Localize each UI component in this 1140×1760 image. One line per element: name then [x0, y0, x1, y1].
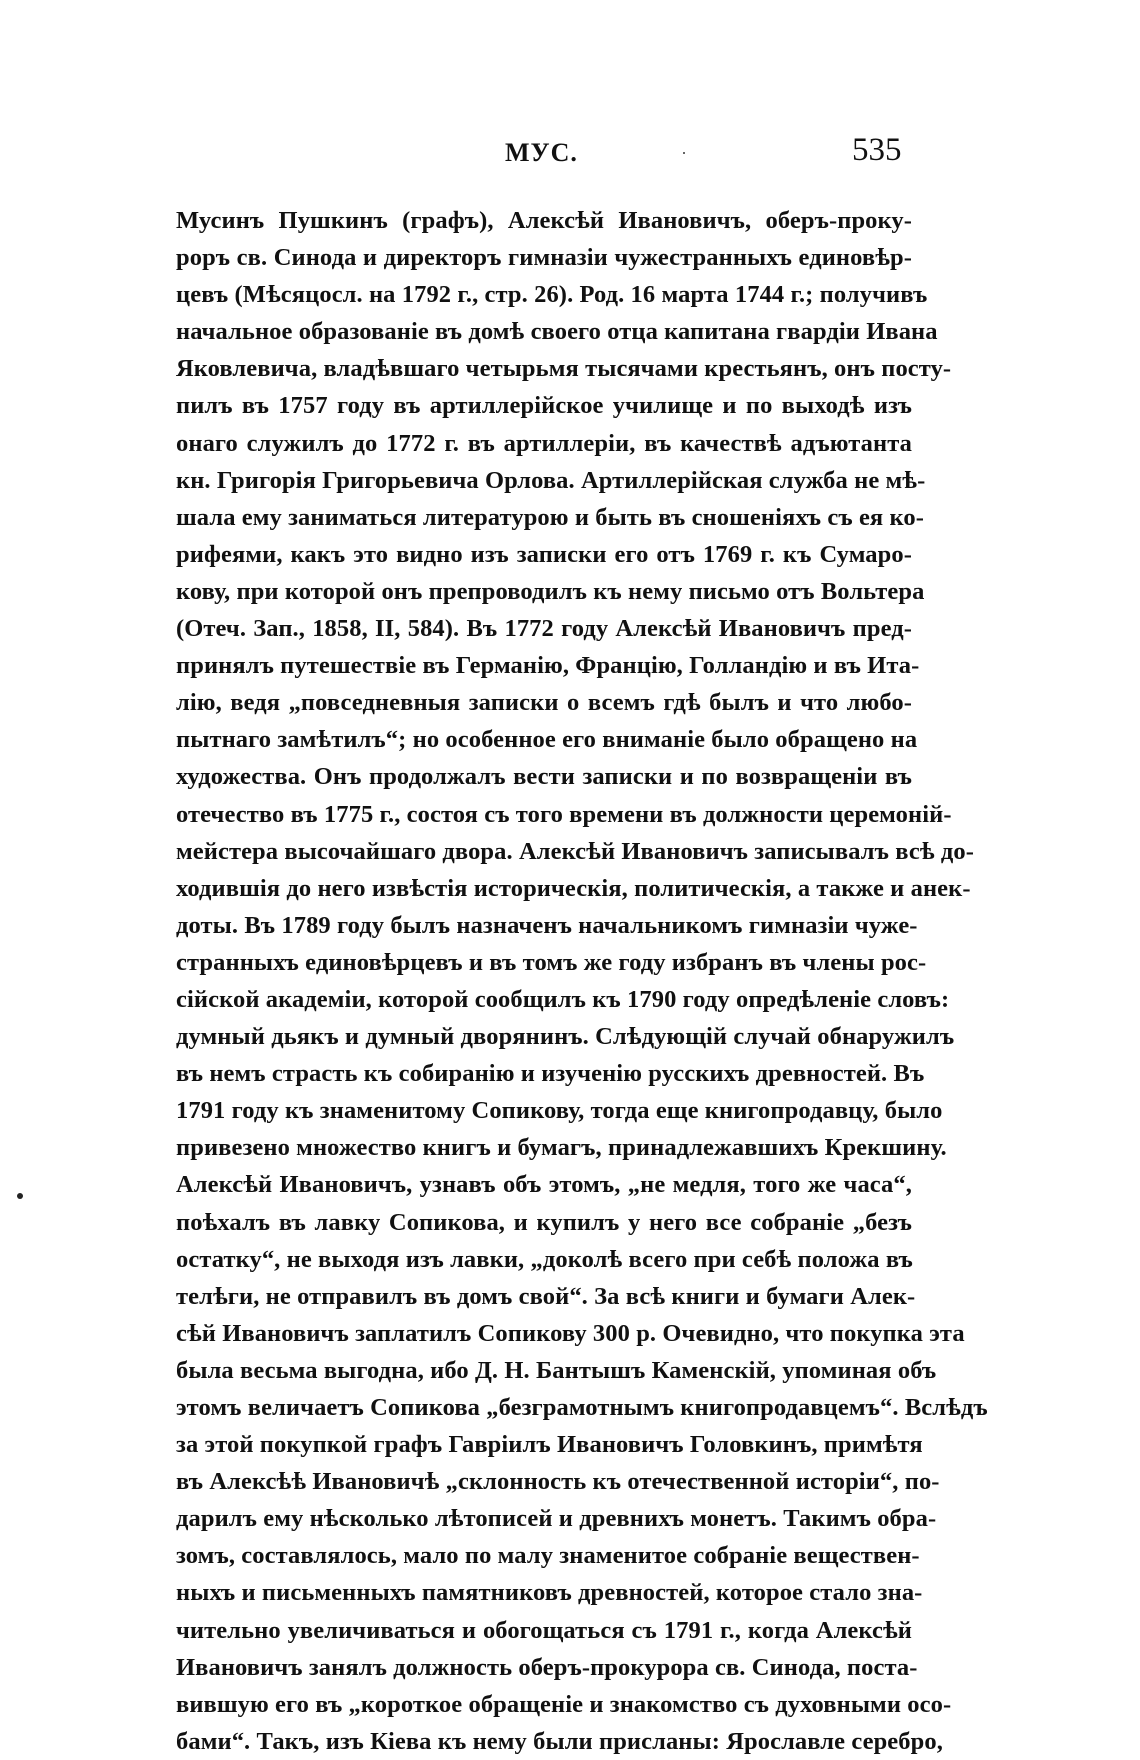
text-line: роръ св. Синода и директоръ гимназіи чужестранныхъ единовѣр-	[176, 244, 912, 272]
text-line-content: (графъ), Алексѣй Ивановичъ, оберъ-проку-	[387, 207, 912, 234]
headword: Мусинъ Пушкинъ	[176, 207, 388, 234]
running-head: МУС.	[505, 138, 578, 167]
text-line: въ немъ страсть къ собиранію и изученію русскихъ древностей. Въ	[176, 1060, 925, 1088]
text-line: этомъ величаетъ Сопикова „безграмотнымъ книгопродавцемъ“. Вслѣдъ	[176, 1394, 988, 1421]
text-line: шала ему заниматься литературою и быть въ сношеніяхъ съ ея ко-	[176, 503, 925, 531]
text-line: 1791 году къ знаменитому Сопикову, тогда еще книгопродавцу, было	[176, 1097, 943, 1125]
text-line: сѣй Ивановичъ заплатилъ Сопикову 300 р. Очевидно, что покупка эта	[176, 1319, 965, 1347]
text-line: начальное образованіе въ домѣ своего отца капитана гвардіи Ивана	[176, 318, 938, 346]
text-line: доты. Въ 1789 году былъ назначенъ начальникомъ гимназіи чуже-	[176, 911, 918, 939]
text-line: думный дьякъ и думный дворянинъ. Слѣдующій случай обнаружилъ	[176, 1023, 955, 1051]
text-line: ходившія до него извѣстія историческія, политическія, а также и анек-	[176, 874, 971, 902]
text-line: лію, ведя „повседневныя записки о всемъ гдѣ былъ и что любо-	[176, 689, 912, 717]
text-line: ныхъ и письменныхъ памятниковъ древностей, которое стало зна-	[176, 1579, 923, 1607]
margin-dot	[17, 1193, 23, 1199]
text-line: странныхъ единовѣрцевъ и въ томъ же году избранъ въ члены рос-	[176, 948, 927, 976]
text-line: была весьма выгодна, ибо Д. Н. Бантышъ Каменскій, упоминая объ	[176, 1356, 937, 1384]
text-line: пытнаго замѣтилъ“; но особенное его вниманіе было обращено на	[176, 726, 918, 754]
text-line: принялъ путешествіе въ Германію, Францію, Голландію и въ Ита-	[176, 652, 920, 680]
text-line: цевъ (Мѣсяцосл. на 1792 г., стр. 26). Род. 16 марта 1744 г.; получивъ	[176, 281, 928, 309]
text-line: сійской академіи, которой сообщилъ къ 1790 году опредѣленіе словъ:	[176, 985, 950, 1013]
text-line: Ивановичъ занялъ должность оберъ-прокурора св. Синода, поста-	[176, 1653, 918, 1681]
text-line	[176, 202, 912, 239]
text-line: бами“. Такъ, изъ Кіева къ нему были присланы: Ярославле серебро,	[176, 1727, 943, 1755]
text-line: остатку“, не выходя изъ лавки, „доколѣ всего при себѣ положа въ	[176, 1245, 913, 1273]
text-line: за этой покупкой графъ Гавріилъ Ивановичъ Головкинъ, примѣтя	[176, 1431, 923, 1459]
text-line: телѣги, не отправилъ въ домъ свой“. За всѣ книги и бумаги Алек-	[176, 1282, 916, 1310]
text-line: вившую его въ „короткое обращеніе и знакомство съ духовными осо-	[176, 1690, 952, 1718]
text-line: онаго служилъ до 1772 г. въ артиллеріи, въ качествѣ адъютанта	[176, 429, 912, 457]
text-line: чительно увеличиваться и обогощаться съ 1791 г., когда Алексѣй	[176, 1616, 912, 1644]
text-line: рифеями, какъ это видно изъ записки его отъ 1769 г. къ Сумаро-	[176, 540, 912, 568]
text-line: отечество въ 1775 г., состоя съ того времени въ должности церемоній-	[176, 800, 952, 828]
text-line: Яковлевича, владѣвшаго четырьмя тысячами крестьянъ, онъ посту-	[176, 355, 952, 383]
stray-mark	[683, 152, 685, 154]
text-line: Алексѣй Ивановичъ, узнавъ объ этомъ, „не медля, того же часа“,	[176, 1171, 912, 1199]
article-text	[176, 202, 988, 1760]
text-line: (Отеч. Зап., 1858, II, 584). Въ 1772 году Алексѣй Ивановичъ пред-	[176, 615, 912, 643]
text-line: мейстера высочайшаго двора. Алексѣй Ивановичъ записывалъ всѣ до-	[176, 837, 974, 865]
text-line: художества. Онъ продолжалъ вести записки и по возвращеніи въ	[176, 763, 912, 791]
text-line: кн. Григорія Григорьевича Орлова. Артиллерійская служба не мѣ-	[176, 466, 926, 494]
text-line: пилъ въ 1757 году въ артиллерійское училище и по выходѣ изъ	[176, 392, 912, 420]
page-number: 535	[852, 132, 902, 168]
text-line: зомъ, составлялось, мало по малу знаменитое собраніе веществен-	[176, 1542, 920, 1570]
text-line: привезено множество книгъ и бумагъ, принадлежавшихъ Крекшину.	[176, 1134, 947, 1162]
text-line: кову, при которой онъ препроводилъ къ нему письмо отъ Вольтера	[176, 577, 925, 605]
text-line: поѣхалъ въ лавку Сопикова, и купилъ у него все собраніе „безъ	[176, 1208, 912, 1236]
text-line: въ Алексѣѣ Ивановичѣ „склонность къ отечественной исторіи“, по-	[176, 1468, 940, 1496]
text-line: дарилъ ему нѣсколько лѣтописей и древнихъ монетъ. Такимъ обра-	[176, 1505, 937, 1533]
